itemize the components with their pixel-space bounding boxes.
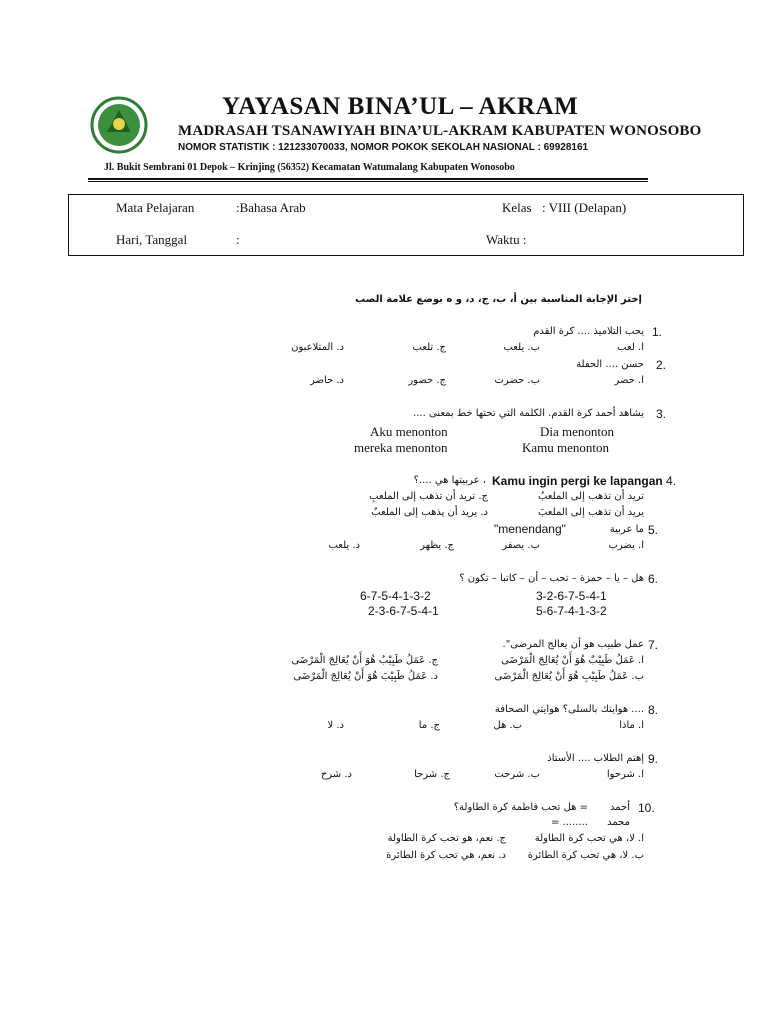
question-text: هل – يا – حمزة – تحب – أن – كاتبا – تكون ؟	[459, 573, 644, 584]
question-text: = هل تحب فاطمة كرة الطاولة؟	[453, 802, 588, 813]
date-label: Hari, Tanggal	[116, 232, 188, 247]
question-number: 6.	[648, 572, 659, 586]
question-number: 10.	[638, 801, 655, 815]
question-text: ، عربيتها هي ....؟	[413, 475, 486, 486]
question-text: عمل طبيب هو أن يعالج المرضى".	[502, 639, 644, 650]
option-a: ا. لا، هي تحب كرة الطاولة	[534, 833, 644, 844]
question-number: 1.	[652, 325, 663, 339]
school-name: MADRASAH TSANAWIYAH BINA’UL-AKRAM KABUPATEN WONOSOBO	[178, 123, 702, 139]
option-d: د. نعم، هي تحب كرة الطائرة	[386, 850, 506, 861]
option-b: ب. هل	[493, 720, 522, 731]
option-d: د. المتلاعبون	[291, 342, 344, 353]
option-c: ج. نعم، هو تحب كرة الطاولة	[387, 833, 506, 844]
foundation-name: YAYASAN BINA’UL – AKRAM	[222, 93, 579, 120]
header-rule-thin	[88, 181, 648, 182]
school-address: Jl. Bukit Sembrani 01 Depok – Krinjing (56352) Kecamatan Watumalang Kabupaten Wonosobo	[104, 162, 515, 173]
option-c: ج. ما	[418, 720, 440, 731]
time-label: Waktu :	[486, 232, 527, 247]
question-number: 2.	[656, 358, 667, 372]
class-label: Kelas	[502, 200, 532, 215]
option-b: 5-6-7-4-1-3-2	[536, 604, 607, 618]
school-logo	[90, 92, 148, 158]
option-c: ج. شرحا	[414, 769, 450, 780]
question-text: إهتم الطلاب .... الأستاذ	[547, 753, 644, 764]
question-text: يحب التلاميذ .... كرة القدم	[533, 326, 644, 337]
option-b: Kamu menonton	[522, 440, 610, 455]
question-text: ما عربية	[609, 524, 644, 535]
option-c: Aku menonton	[370, 424, 448, 439]
option-a: ا. ماذا	[619, 720, 644, 731]
option-a: ا. عَمَلُ طَبِيْبٌ هُوَ أَنْ يُعَالِجَ الْمَرْضَى	[501, 655, 644, 666]
option-c: ج. عَمَلُ طَبِيْبُ هُوَ أَنْ يُعَالِجَ الْمَرْضَى	[291, 655, 438, 666]
instruction: إختر الإجابة المناسبة بين أ، ب، ج، د، و ه بوضع علامة الصب	[355, 294, 642, 305]
option-c: ج. تلعب	[412, 342, 446, 353]
option-a: ا. لعب	[617, 342, 644, 353]
option-d: 2-3-6-7-5-4-1	[368, 604, 439, 618]
class-value: : VIII (Delapan)	[542, 200, 627, 215]
question-text: يشاهد أحمد كرة القدم. الكلمة التي تحتها خط بمعنى ....	[413, 408, 644, 419]
option-c: ج. تريد أن تذهب إلى الملعبِ	[369, 491, 488, 502]
question-number: 3.	[656, 407, 667, 421]
option-b: ب. حضرت	[494, 375, 540, 386]
option-d: د. عَمَلُ طَبِيْبَ هُوَ أَنْ يُعَالِجَ الْمَرْضَى	[293, 671, 438, 682]
statistic-numbers: NOMOR STATISTIK : 121233070033, NOMOR POKOK SEKOLAH NASIONAL : 69928161	[178, 142, 589, 153]
question-number: 5.	[648, 523, 659, 537]
option-d: د. يلعب	[328, 540, 360, 551]
question-number: 4.	[666, 474, 677, 488]
option-b: ب. شرحت	[494, 769, 540, 780]
question-number: 7.	[648, 638, 659, 652]
option-d: د. شرح	[320, 769, 352, 780]
option-a: ا. شرحوا	[606, 769, 644, 780]
question-number: 9.	[648, 752, 659, 766]
question-text: .... هوايتك بالسلى؟ هوايتي الصحافة	[494, 704, 644, 715]
option-c: 6-7-5-4-1-3-2	[360, 589, 431, 603]
subject-value: :Bahasa Arab	[236, 200, 306, 215]
option-c: ج. حضور	[408, 375, 446, 386]
option-a: Dia menonton	[540, 424, 615, 439]
option-a: تريد أن تذهب إلى الملعبُ	[537, 491, 644, 502]
speaker-ahmad: أحمد	[610, 802, 630, 813]
option-d: د. حاضر	[309, 375, 344, 386]
question-latin: "menendang"	[494, 522, 566, 536]
date-value: :	[236, 232, 240, 247]
question-text: حسن .... الحفلة	[576, 359, 644, 370]
answer-blank: = ........	[551, 817, 588, 828]
option-d: د. لا	[327, 720, 344, 731]
subject-label: Mata Pelajaran	[116, 200, 195, 215]
option-a: ا. يضرب	[608, 540, 644, 551]
option-d: د. يريد أن يذهب إلى الملعبٌ	[371, 507, 488, 518]
question-latin: Kamu ingin pergi ke lapangan	[492, 474, 663, 488]
option-a: 3-2-6-7-5-4-1	[536, 589, 607, 603]
question-number: 8.	[648, 703, 659, 717]
option-b: ب. يصفر	[502, 540, 540, 551]
option-b: يريد أن تذهب إلى الملعبَ	[537, 507, 644, 518]
option-b: ب. عَمَلُ طَبِيْبِ هُوَ أَنْ يُعَالِجَ الْمَرْضَى	[494, 671, 644, 682]
speaker-muhammad: محمد	[607, 817, 630, 828]
option-c: ج. يظهر	[420, 540, 454, 551]
option-b: ب. يلعب	[503, 342, 540, 353]
option-a: ا. حضر	[614, 375, 644, 386]
option-b: ب. لا، هي تحب كرة الطائرة	[527, 850, 644, 861]
option-d: mereka menonton	[354, 440, 448, 455]
header-rule	[88, 178, 648, 180]
